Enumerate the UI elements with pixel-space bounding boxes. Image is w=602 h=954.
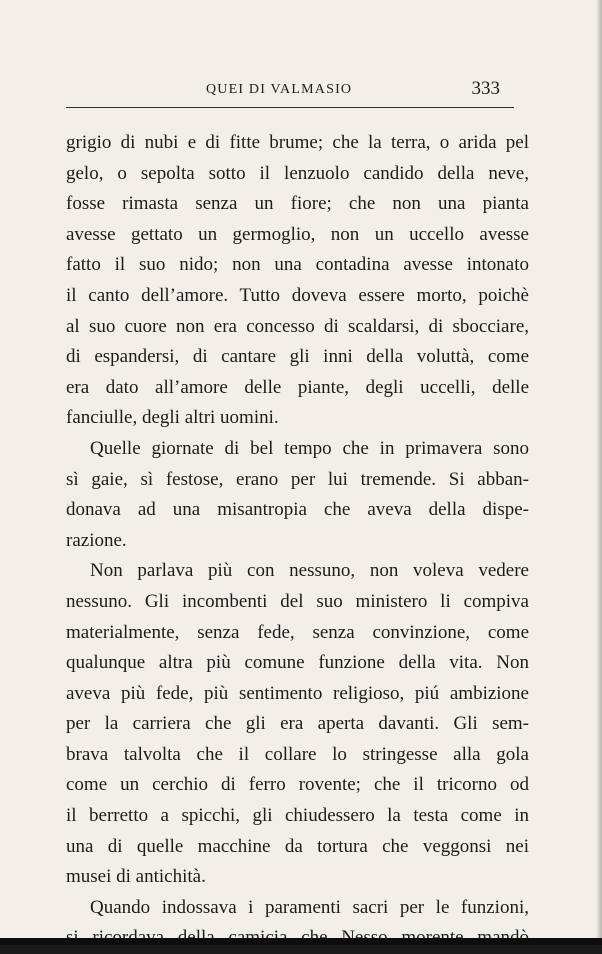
text-line: avesse gettato un germoglio, non un uccello avesse (66, 223, 529, 245)
text-line: grigio di nubi e di fitte brume; che la terra, o arida pel (66, 132, 529, 153)
text-line: come un cerchio di ferro rovente; che il tricorno od (66, 774, 529, 796)
text-line: per la carriera che gli era aperta davanti. Gli sem- (66, 713, 529, 735)
text-line: gelo, o sepolta sotto il lenzuolo candido della neve, (66, 162, 529, 184)
text-line: di espandersi, di cantare gli inni della voluttà, come (66, 346, 529, 368)
text-line: sì gaie, sì festose, erano per lui tremende. Si abban- (66, 468, 529, 490)
text-line: Non parlava più con nessuno, non voleva vedere (90, 560, 529, 582)
text-line: il canto dell’amore. Tutto doveva essere morto, poichè (66, 284, 529, 306)
text-line: era dato all’amore delle piante, degli uccelli, delle (66, 376, 529, 398)
text-line: una di quelle macchine da tortura che veggonsi nei (66, 835, 529, 857)
text-line: al suo cuore non era concesso di scaldarsi, di sbocciare, (66, 315, 529, 337)
text-line: il berretto a spicchi, gli chiudessero la testa come in (66, 805, 529, 827)
scan-bottom-edge (0, 938, 602, 945)
text-line: donava ad una misantropia che aveva della dispe- (66, 499, 529, 521)
page-number: 333 (471, 78, 500, 99)
text-line: Quelle giornate di bel tempo che in primavera sono (90, 437, 529, 459)
text-line: fatto il suo nido; non una contadina avesse intonato (66, 254, 529, 276)
text-line: brava talvolta che il collare lo stringesse alla gola (66, 743, 529, 765)
text-line: nessuno. Gli incombenti del suo ministero li compiva (66, 590, 529, 612)
body-text (66, 128, 529, 954)
running-head (66, 78, 514, 108)
text-line: materialmente, senza fede, senza convinzione, come (66, 621, 529, 643)
header-rule (66, 107, 514, 108)
running-title: QUEI DI VALMASIO (206, 82, 353, 97)
text-line: musei di antichità. (66, 866, 206, 888)
text-line: fosse rimasta senza un fiore; che non una pianta (66, 193, 529, 215)
text-line: aveva più fede, più sentimento religioso, piú ambizione (66, 682, 529, 704)
text-line: fanciulle, degli altri uomini. (66, 407, 279, 429)
text-line: razione. (66, 529, 127, 551)
text-line: qualunque altra più comune funzione della vita. Non (66, 652, 529, 674)
text-line: Quando indossava i paramenti sacri per le funzioni, (90, 896, 529, 918)
